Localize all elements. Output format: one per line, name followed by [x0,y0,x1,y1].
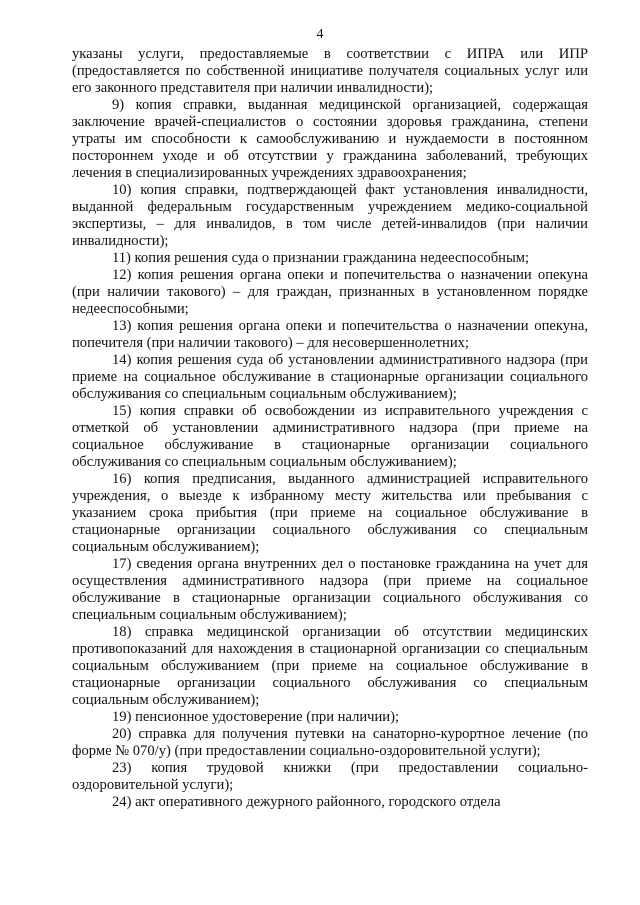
paragraph-item-16: 16) копия предписания, выданного администрацией исправительного учреждения, о выезде к избранному месту жительства или пребывания с указанием срока прибытия (при приеме на социальное обслуживание в стационарные организации социального обслуживания со специальным социальным обслуживанием); [72,471,588,555]
paragraph-item-11: 11) копия решения суда о признании гражданина недееспособным; [112,250,530,266]
paragraph-item-13: 13) копия решения органа опеки и попечительства о назначении опекуна, попечителя (при наличии такового) – для несовершеннолетних; [72,318,588,351]
paragraph-item-9: 9) копия справки, выданная медицинской организацией, содержащая заключение врачей-специалистов о состоянии здоровья гражданина, степени утраты им способности к самообслуживанию и нуждаемости в постоянном постороннем уходе и об отсутствии у гражданина заболеваний, требующих лечения в специализированных учреждениях здравоохранения; [72,97,588,181]
paragraph-item-10: 10) копия справки, подтверждающей факт установления инвалидности, выданной федеральным государственным учреждением медико-социальной экспертизы, – для инвалидов, в том числе детей-инвалидов (при наличии инвалидности); [72,182,588,249]
paragraph-ipra-continuation: указаны услуги, предоставляемые в соответствии с ИПРА или ИПР (предоставляется по собственной инициативе получателя социальных услуг или его законного представителя при наличии инвалидности); [72,46,588,96]
paragraph-item-20: 20) справка для получения путевки на санаторно-курортное лечение (по форме № 070/у) (при предоставлении социально-оздоровительной услуги); [72,726,588,759]
paragraph-item-15: 15) копия справки об освобождении из исправительного учреждения с отметкой об установлении административного надзора (при приеме на социальное обслуживание в стационарные организации социального обслуживания со специальным социальным обслуживанием); [72,403,588,470]
page-number: 4 [316,27,324,42]
paragraph-item-18: 18) справка медицинской организации об отсутствии медицинских противопоказаний для нахождения в стационарной организации со специальным социальным обслуживанием (при приеме на социальное обслуживание в стационарные организации социального обслуживания со специальным социальным обслуживанием); [72,624,588,708]
paragraph-item-12: 12) копия решения органа опеки и попечительства о назначении опекуна (при наличии такового) – для граждан, признанных в установленном порядке недееспособными; [72,267,588,317]
paragraph-item-23: 23) копия трудовой книжки (при предоставлении социально-оздоровительной услуги); [72,760,588,793]
paragraph-item-24: 24) акт оперативного дежурного районного, городского отдела [112,794,501,810]
paragraph-item-14: 14) копия решения суда об установлении административного надзора (при приеме на социальное обслуживание в стационарные организации социального обслуживания со специальным социальным обслуживанием); [72,352,588,402]
paragraph-item-19: 19) пенсионное удостоверение (при наличии); [112,709,400,725]
paragraph-item-17: 17) сведения органа внутренних дел о постановке гражданина на учет для осуществления административного надзора (при приеме на социальное обслуживание в стационарные организации социального обслуживания со специальным социальным обслуживанием); [72,556,588,623]
document-body [72,46,588,811]
